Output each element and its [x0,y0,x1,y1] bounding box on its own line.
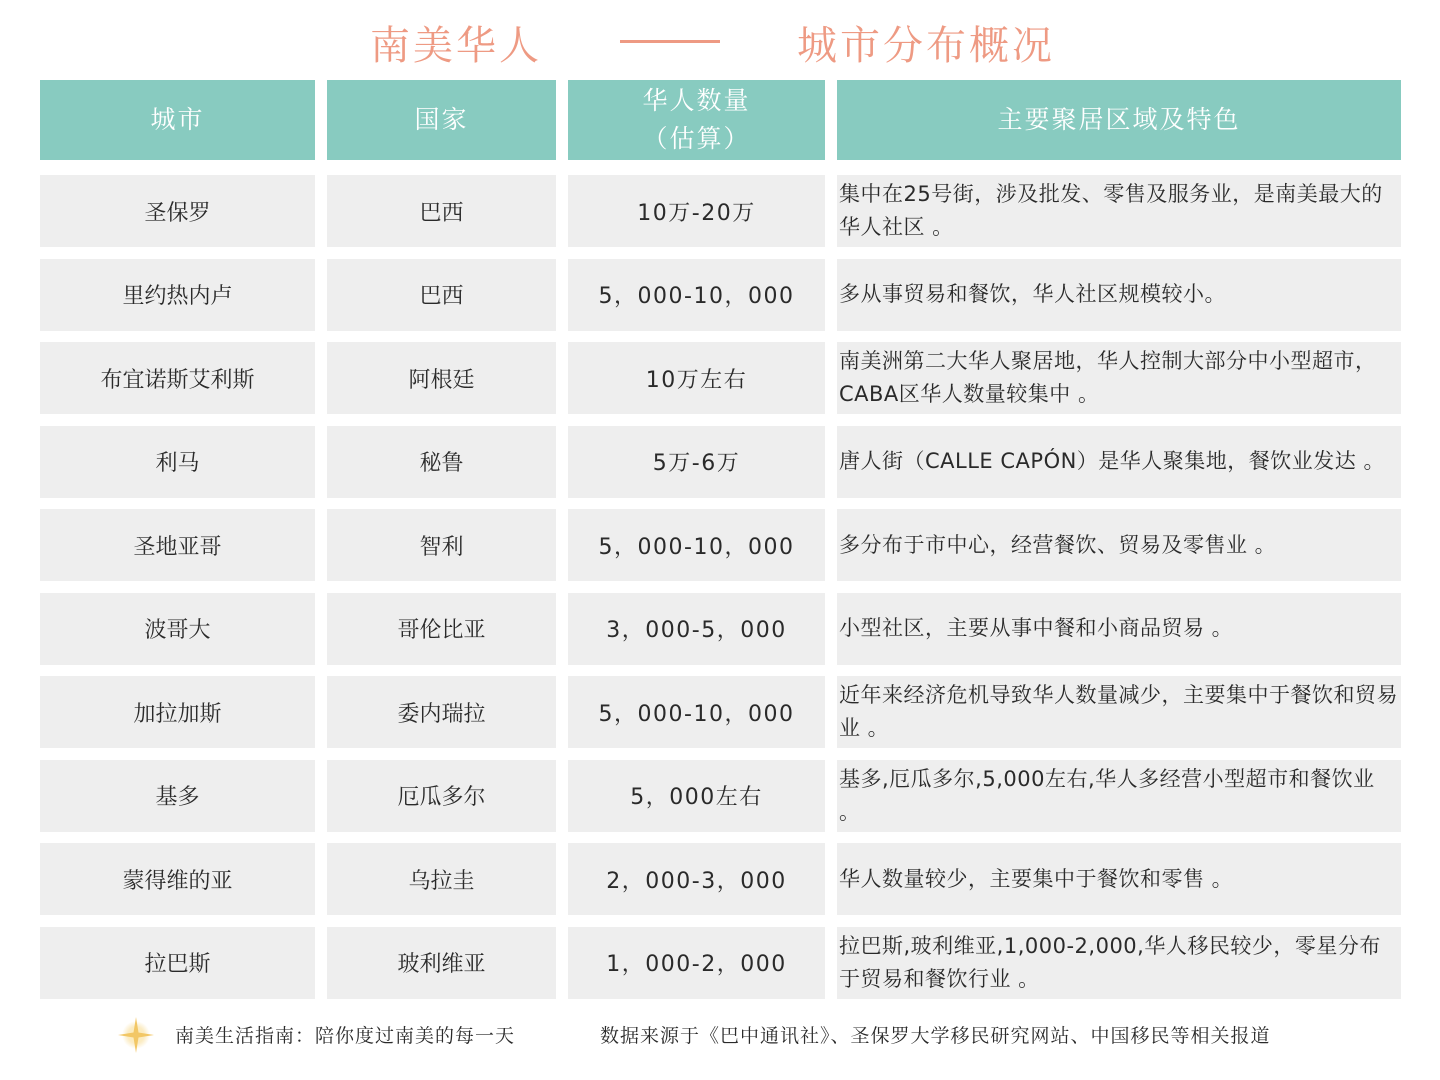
header-country: 国家 [327,80,556,160]
footer-source: 数据来源于《巴中通讯社》、圣保罗大学移民研究网站、中国移民等相关报道 [600,1025,1271,1047]
sparkle-star-icon [116,1015,156,1055]
title-right: 城市分布概况 [797,23,1055,69]
table-row [40,593,1399,665]
cell-country: 哥伦比亚 [327,593,556,665]
header-city: 城市 [40,80,315,160]
table-row [40,843,1399,915]
cell-city: 布宜诺斯艾利斯 [40,342,315,414]
cell-country: 阿根廷 [327,342,556,414]
cell-city: 基多 [40,760,315,832]
cell-city: 加拉加斯 [40,676,315,748]
page-title [0,10,1440,68]
city-table [40,80,1399,1010]
table-row [40,927,1399,999]
table-row [40,426,1399,498]
cell-count: 3，000-5，000 [568,593,825,665]
cell-country: 巴西 [327,175,556,247]
cell-country: 智利 [327,509,556,581]
footer-slogan: 南美生活指南：陪你度过南美的每一天 [175,1025,516,1047]
cell-desc: 集中在25号街，涉及批发、零售及服务业，是南美最大的华人社区 。 [837,175,1401,247]
cell-desc: 多从事贸易和餐饮，华人社区规模较小。 [837,259,1401,331]
cell-country: 委内瑞拉 [327,676,556,748]
cell-count: 1，000-2，000 [568,927,825,999]
title-separator [620,40,720,43]
cell-country: 乌拉圭 [327,843,556,915]
cell-city: 里约热内卢 [40,259,315,331]
footer [0,1012,1440,1062]
cell-count: 5，000-10，000 [568,259,825,331]
cell-count: 2，000-3，000 [568,843,825,915]
cell-city: 拉巴斯 [40,927,315,999]
cell-country: 巴西 [327,259,556,331]
table-row [40,676,1399,748]
cell-desc: 近年来经济危机导致华人数量减少，主要集中于餐饮和贸易业 。 [837,676,1401,748]
header-desc: 主要聚居区域及特色 [837,80,1401,160]
header-count-line2: （估算） [642,124,751,153]
table-row [40,342,1399,414]
cell-city: 圣地亚哥 [40,509,315,581]
cell-desc: 基多,厄瓜多尔,5,000左右,华人多经营小型超市和餐饮业 。 [837,760,1401,832]
table-row [40,509,1399,581]
cell-city: 波哥大 [40,593,315,665]
cell-city: 圣保罗 [40,175,315,247]
cell-count: 5，000左右 [568,760,825,832]
cell-desc: 唐人街（CALLE CAPÓN）是华人聚集地，餐饮业发达 。 [837,426,1401,498]
cell-count: 5万-6万 [568,426,825,498]
cell-count: 10万-20万 [568,175,825,247]
cell-country: 秘鲁 [327,426,556,498]
table-row [40,760,1399,832]
cell-desc: 小型社区，主要从事中餐和小商品贸易 。 [837,593,1401,665]
header-count-line1: 华人数量 [642,86,751,115]
table-row [40,259,1399,331]
title-left: 南美华人 [370,23,542,69]
cell-country: 厄瓜多尔 [327,760,556,832]
table-row [40,175,1399,247]
cell-desc: 华人数量较少，主要集中于餐饮和零售 。 [837,843,1401,915]
cell-city: 蒙得维的亚 [40,843,315,915]
cell-count: 5，000-10，000 [568,676,825,748]
cell-desc: 多分布于市中心，经营餐饮、贸易及零售业 。 [837,509,1401,581]
cell-city: 利马 [40,426,315,498]
cell-count: 10万左右 [568,342,825,414]
cell-count: 5，000-10，000 [568,509,825,581]
cell-desc: 拉巴斯,玻利维亚,1,000-2,000,华人移民较少，零星分布于贸易和餐饮行业 。 [837,927,1401,999]
cell-desc: 南美洲第二大华人聚居地，华人控制大部分中小型超市，CABA区华人数量较集中 。 [837,342,1401,414]
cell-country: 玻利维亚 [327,927,556,999]
table-header [40,80,1399,160]
header-count [568,80,825,160]
